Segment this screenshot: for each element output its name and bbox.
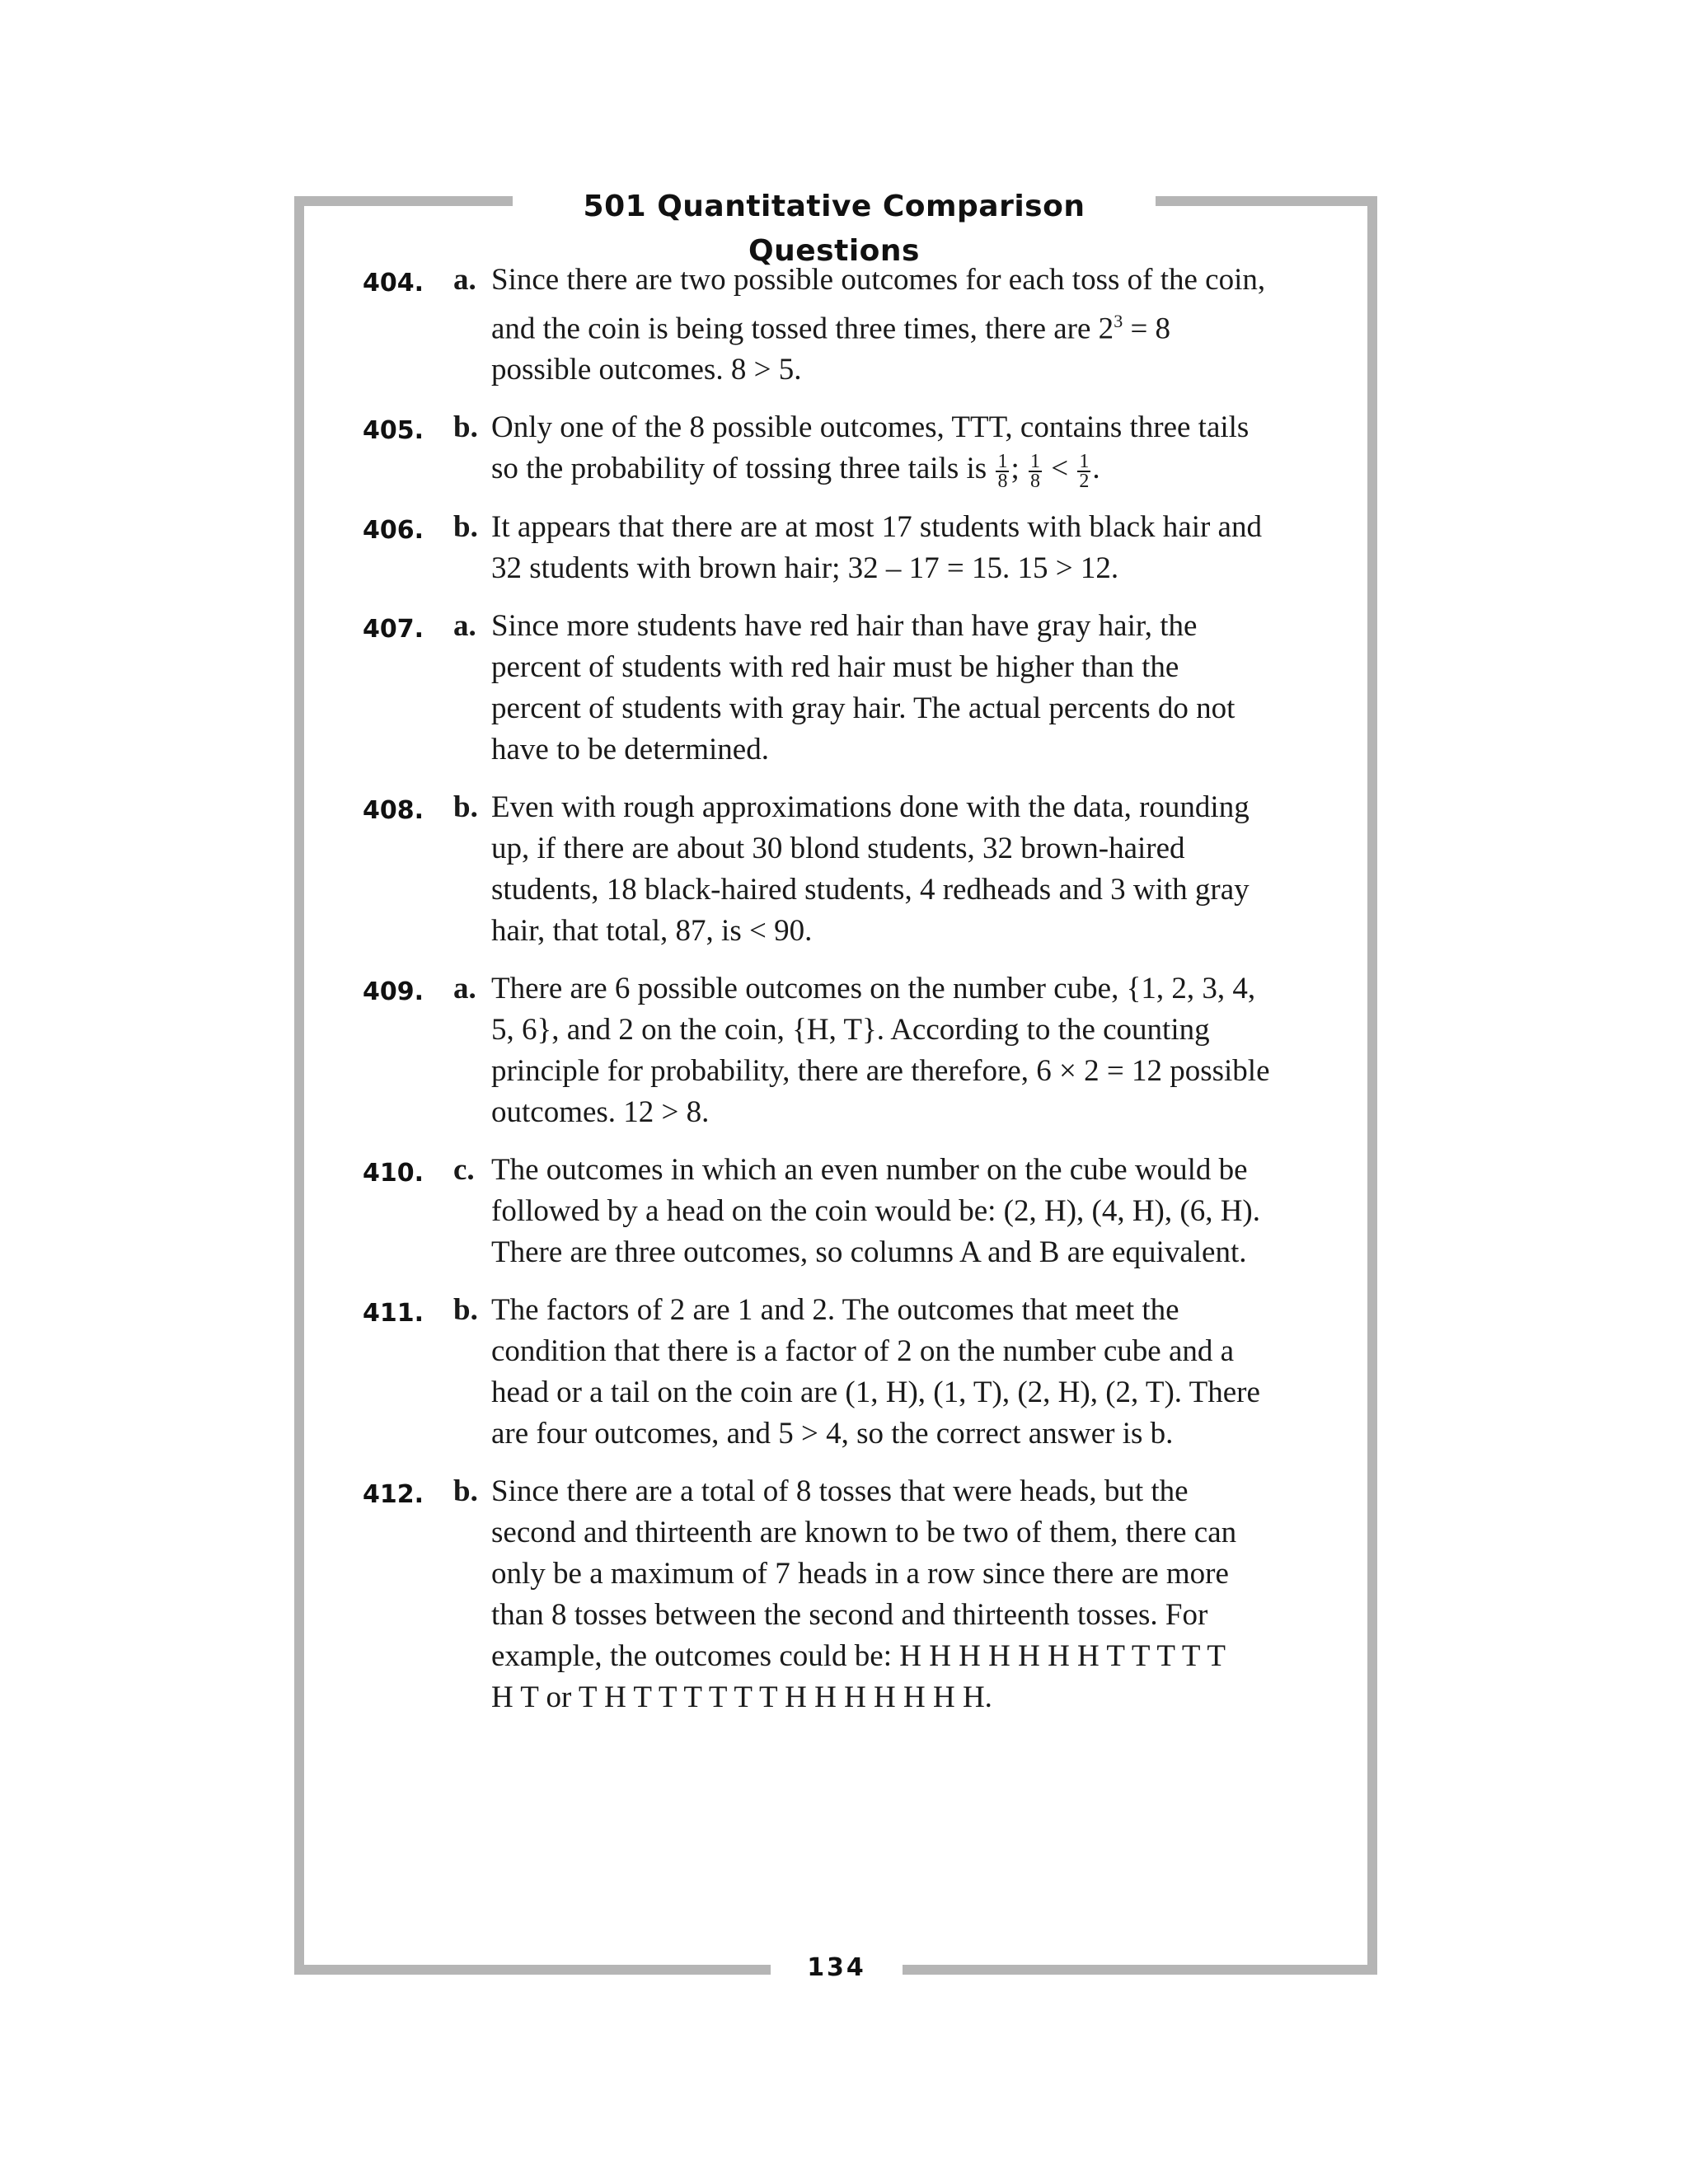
fraction: $\frac{1}{8}$ xyxy=(997,450,1008,492)
answer-408 xyxy=(363,787,1319,952)
answer-letter: b. xyxy=(453,410,478,445)
question-number: 409. xyxy=(363,977,424,1006)
answer-text: Only one of the 8 possible outcomes, TTT, contains three tails so the probability of tossing three tails is $\frac{1}{8}$ ; $\frac{1}{8}$ < $\frac{1}{2}$ . xyxy=(491,410,1250,492)
question-number: 410. xyxy=(363,1158,424,1188)
question-number: 406. xyxy=(363,515,424,545)
answer-410 xyxy=(363,1150,1319,1273)
answer-letter: b. xyxy=(453,1474,478,1508)
fraction: $\frac{1}{2}$ xyxy=(1079,450,1090,492)
question-number: 408. xyxy=(363,795,424,825)
answer-text: Even with rough approximations done with the data, rounding up, if there are about 30 blond students, 32 brown-haired students, 18 black-haired students, 4 redheads and 3 with gray hair, that total, 87, is < 90. xyxy=(491,790,1250,948)
answer-text: Since there are two possible outcomes for each toss of the coin, and the coin is being tossed three times, there are $2^3 = 8$ possible outcomes. 8 > 5. xyxy=(491,263,1266,387)
answer-letter: a. xyxy=(453,608,476,643)
answer-list xyxy=(363,260,1319,1735)
question-number: 405. xyxy=(363,416,424,446)
fraction: $\frac{1}{8}$ xyxy=(1029,450,1040,492)
answer-411 xyxy=(363,1290,1319,1455)
answer-text: Since more students have red hair than have gray hair, the percent of students with red hair must be higher than the percent of students with gray hair. The actual percents do not have to be determined. xyxy=(491,608,1236,766)
question-number: 404. xyxy=(363,269,424,298)
answer-406 xyxy=(363,507,1319,589)
answer-letter: a. xyxy=(453,971,476,1005)
answer-letter: b. xyxy=(453,509,478,544)
page-number: 134 xyxy=(807,1953,866,1982)
answer-letter: c. xyxy=(453,1152,475,1187)
answer-404 xyxy=(363,260,1319,391)
answer-409 xyxy=(363,968,1319,1133)
answer-text: There are 6 possible outcomes on the number cube, {1, 2, 3, 4, 5, 6}, and 2 on the coin, {H, T}. According to the counting principle for probability, there are therefore, 6 × 2 = 12 possible outcomes. 12 > 8. xyxy=(491,971,1270,1129)
answer-text: Since there are a total of 8 tosses that were heads, but the second and thirteenth are known to be two of them, there can only be a maximum of 7 heads in a row since there are more than 8 tosses between the second and thirteenth tosses. For example, the outcomes could be: H H H H H H H T T T T T H T or T H T T T T T T H H H H H H H. xyxy=(491,1474,1237,1714)
question-number: 407. xyxy=(363,614,424,644)
answer-letter: b. xyxy=(453,1292,478,1327)
answer-text: It appears that there are at most 17 students with black hair and 32 students with brown hair; 32 – 17 = 15. 15 > 12. xyxy=(491,509,1262,585)
answer-407 xyxy=(363,606,1319,771)
answer-text: The factors of 2 are 1 and 2. The outcomes that meet the condition that there is a factor of 2 on the number cube and a head or a tail on the coin are (1, H), (1, T), (2, H), (2, T). There are four outcomes, and 5 > 4, so the correct answer is b. xyxy=(491,1292,1260,1451)
answer-405 xyxy=(363,407,1319,490)
question-number: 412. xyxy=(363,1479,424,1509)
answer-412 xyxy=(363,1471,1319,1718)
question-number: 411. xyxy=(363,1298,424,1328)
exponent: 3 xyxy=(1114,311,1123,331)
answer-text: The outcomes in which an even number on the cube would be followed by a head on the coin would be: (2, H), (4, H), (6, H). There are three outcomes, so columns A and B are equivalent. xyxy=(491,1152,1260,1269)
answer-letter: a. xyxy=(453,263,476,297)
running-header-title: 501 Quantitative Comparison Questions xyxy=(583,190,1085,268)
answer-letter: b. xyxy=(453,790,478,824)
